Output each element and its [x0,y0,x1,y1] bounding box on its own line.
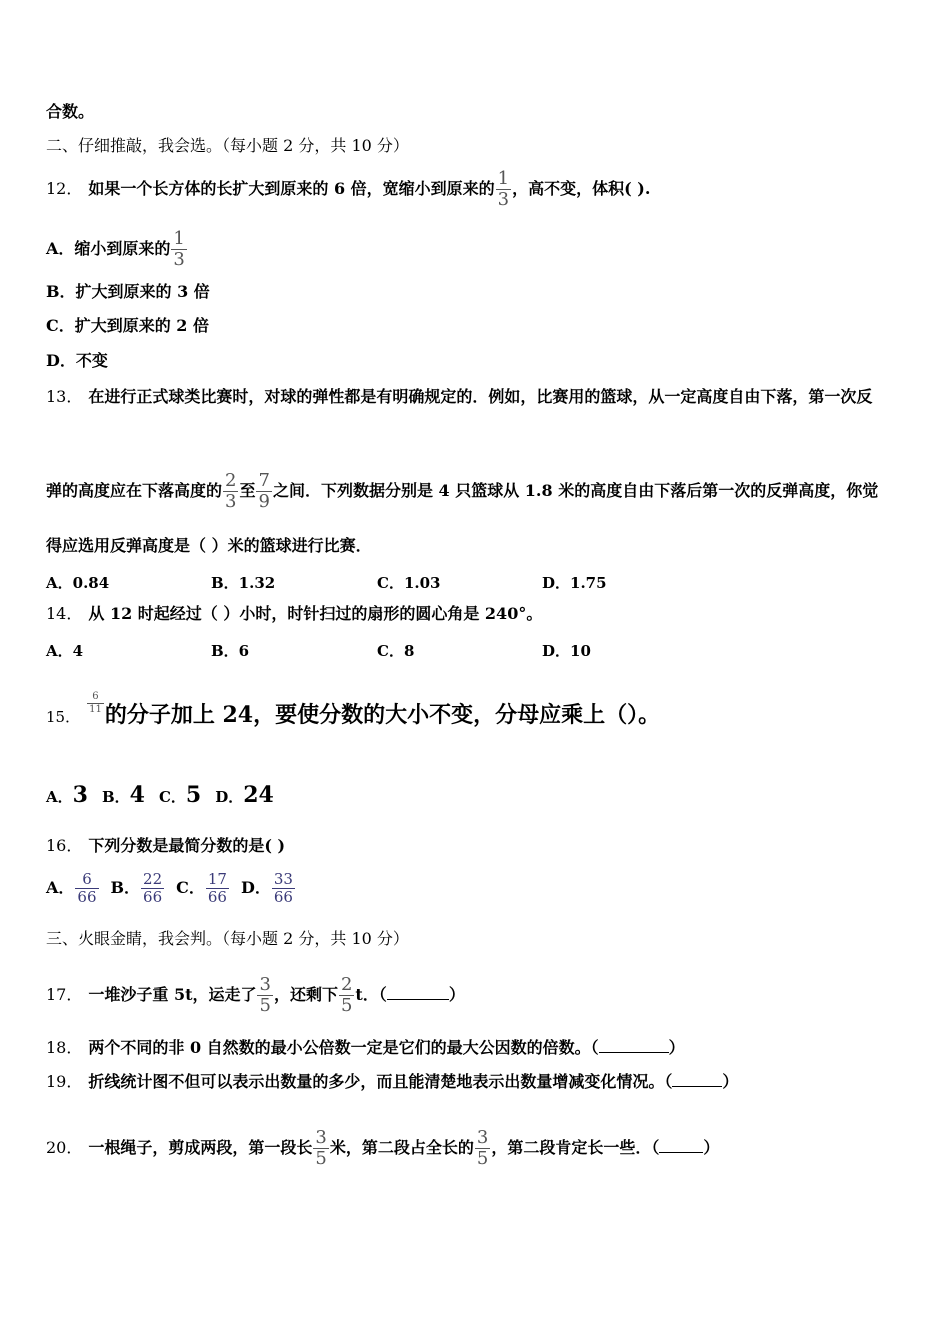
fraction: $\frac{2}{3}$ [225,470,237,512]
option-label: C． [158,788,186,806]
question-number: 13． [46,387,83,406]
option-c[interactable]: C．扩大到原来的 2 倍 [46,316,210,335]
question-text: 下列分数是最简分数的是( ) [88,836,286,855]
question-number: 15． [46,708,81,726]
question-text: 至 [239,481,256,500]
bracket: ） [448,985,465,1004]
fraction: $\frac{3}{5}$ [476,1127,489,1169]
option-c[interactable]: 5 [185,782,202,808]
question-number: 17． [46,985,83,1004]
option-label: A． [46,788,73,806]
answer-blank[interactable] [599,1038,669,1053]
option-d[interactable]: $\frac{33}{66}$ [273,870,293,906]
option-a[interactable]: A．0.84 [46,574,110,592]
option-a[interactable]: $\frac{6}{66}$ [77,870,97,906]
question-16-options [46,872,296,905]
option-d[interactable]: D．1.75 [542,574,607,592]
question-text: 弹的高度应在下落高度的 [46,481,223,500]
option-d[interactable]: D．不变 [46,351,108,370]
option-b[interactable]: $\frac{22}{66}$ [143,870,163,906]
question-text: 一根绳子，剪成两段，第一段长 [88,1138,313,1157]
answer-blank[interactable] [387,985,449,1000]
option-c[interactable]: $\frac{17}{66}$ [207,870,227,906]
fraction: $\frac{3}{5}$ [315,1127,327,1169]
question-16 [46,836,285,856]
fraction: $\frac{1}{3}$ [173,228,185,270]
question-text: ，还剩下 [273,985,338,1004]
fraction: $\frac{2}{5}$ [340,974,353,1016]
option-d[interactable]: 24 [243,782,274,808]
question-13-line3: 得应选用反弹高度是（ ）米的篮球进行比赛． [46,536,372,555]
option-a[interactable]: 3 [72,782,88,808]
question-12 [46,170,650,209]
option-label: B． [110,878,141,897]
question-text: ，第二段肯定长一些．（ [491,1138,660,1157]
bracket: ） [668,1038,685,1057]
option-label: B． [101,788,130,806]
option-b[interactable]: B．6 [211,642,250,660]
question-15-options [46,782,274,810]
option-d[interactable]: D．10 [542,642,591,660]
question-text: 如果一个长方体的长扩大到原来的 6 倍，宽缩小到原来的 [88,179,495,198]
option-label: C． [176,878,205,897]
question-19 [46,1072,738,1092]
answer-blank[interactable] [672,1072,722,1087]
option-a[interactable]: A．4 [46,642,84,660]
fraction: $\frac{3}{5}$ [259,974,271,1016]
question-text: 之间．下列数据分别是 4 只篮球从 1.8 米的高度自由下落后第一次的反弹高度，你觉 [272,481,879,500]
question-14 [46,604,542,624]
answer-blank[interactable] [659,1138,703,1153]
section-3-heading: 三、火眼金睛，我会判。（每小题 2 分，共 10 分） [46,929,409,948]
line-text: 合数。 [46,102,95,121]
question-number: 16． [46,836,83,855]
question-text-end: ，高不变，体积( ). [512,179,651,198]
bracket: ） [722,1072,739,1091]
question-number: 14． [46,604,83,623]
option-text: A．缩小到原来的 [46,239,171,258]
option-label: A． [46,878,75,897]
question-text: 在进行正式球类比赛时，对球的弹性都是有明确规定的．例如，比赛用的篮球，从一定高度自由下落，第一次反 [88,387,873,406]
question-text: 两个不同的非 0 自然数的最小公倍数一定是它们的最大公因数的倍数。（ [88,1038,599,1057]
question-17 [46,976,465,1015]
question-text: 从 12 时起经过（ ）小时，时针扫过的扇形的圆心角是 240°。 [88,604,543,623]
fraction: $\frac{7}{9}$ [258,470,270,512]
question-number: 18． [46,1038,83,1057]
fraction: $\frac{6}{11}$ [89,691,102,715]
question-text: 米，第二段占全长的 [329,1138,474,1157]
question-20 [46,1129,719,1168]
option-b[interactable]: B．扩大到原来的 3 倍 [46,282,210,301]
bracket: ） [703,1138,720,1157]
section-2-heading: 二、仔细推敲，我会选。（每小题 2 分，共 10 分） [46,136,409,155]
option-b[interactable]: 4 [129,782,145,808]
option-label: D． [215,788,244,806]
option-c[interactable]: C．1.03 [377,574,441,592]
fraction: $\frac{1}{3}$ [497,168,510,210]
question-number: 20． [46,1138,83,1157]
option-c[interactable]: C．8 [377,642,415,660]
option-label: D． [240,878,271,897]
question-15 [46,692,660,732]
option-b[interactable]: B．1.32 [211,574,276,592]
question-number: 12． [46,179,83,198]
question-text: 折线统计图不但可以表示出数量的多少，而且能清楚地表示出数量增减变化情况。（ [88,1072,673,1091]
question-13-line2 [46,472,878,511]
question-13 [46,387,872,407]
question-number: 19． [46,1072,83,1091]
question-text: 的分子加上 24，要使分数的大小不变，分母应乘上（）。 [104,702,661,728]
question-18 [46,1038,685,1058]
question-text: 一堆沙子重 5t，运走了 [88,985,257,1004]
question-text: t．（ [355,985,387,1004]
option-a[interactable] [46,230,188,269]
